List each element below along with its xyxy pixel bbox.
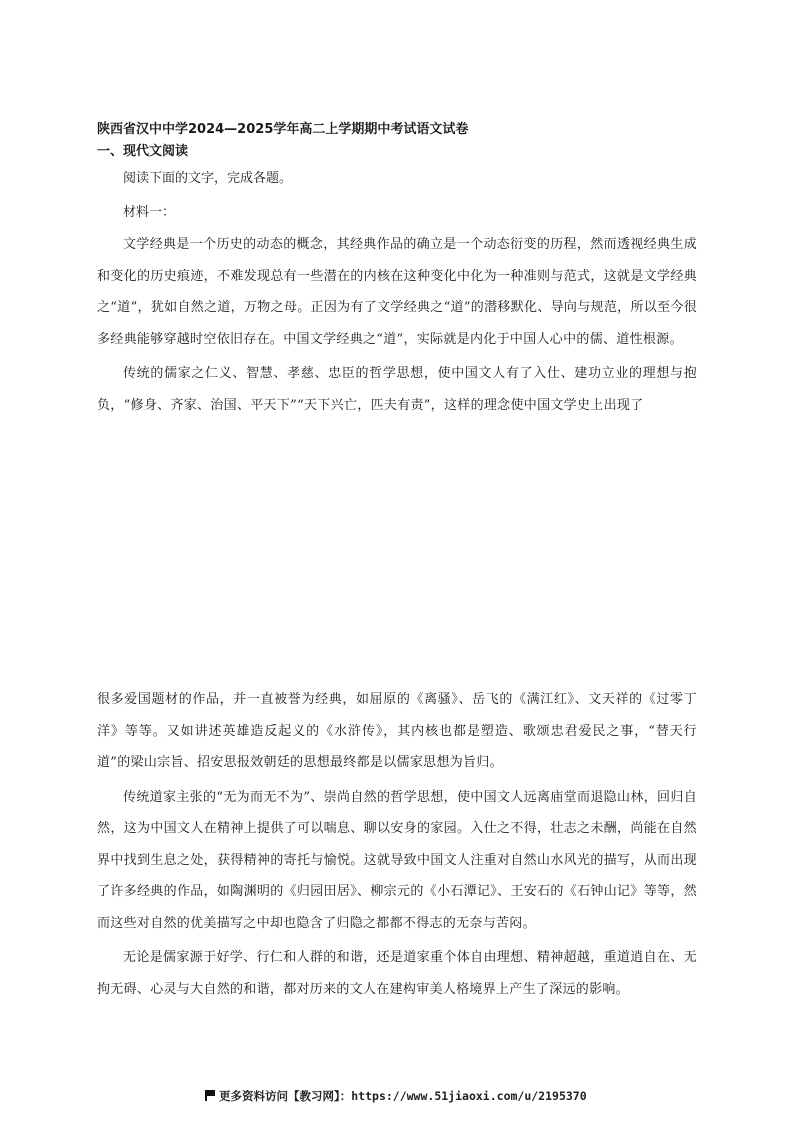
lower-text-block <box>97 684 697 1005</box>
upper-text-block <box>97 229 697 421</box>
footer-link[interactable] <box>205 1088 587 1104</box>
paragraph: 无论是儒家源于好学、行仁和人群的和谐，还是道家重个体自由理想、精神超越，重道逍自在、无拘无碍、心灵与大自然的和谐，都对历来的文人在建构审美人格境界上产生了深远的影响。 <box>97 950 697 997</box>
material-label: 材料一： <box>123 205 176 220</box>
paragraph: 传统的儒家之仁义、智慧、孝慈、忠臣的哲学思想，使中国文人有了入仕、建功立业的理想与抱负，“修身、齐家、治国、平天下”“天下兴亡，匹夫有责”，这样的理念使中国文学史上出现了 <box>97 366 697 413</box>
exam-title: 陕西省汉中中学2024—2025学年高二上学期期中考试语文试卷 <box>97 122 469 137</box>
paragraph: 文学经典是一个历史的动态的概念，其经典作品的确立是一个动态衍变的历程，然而透视经典生成和变化的历史痕迹，不难发现总有一些潜在的内核在这种变化中化为一种准则与范式，这就是文学经典之“道”，犹如自然之道，万物之母。正因为有了文学经典之“道”的潜移默化、导向与规范，所以至今很多经典能够穿越时空依旧存在。中国文学经典之“道”，实际就是内化于中国人心中的儒、道性根源。 <box>97 237 697 347</box>
paragraph: 传统道家主张的“无为而无不为”、崇尚自然的哲学思想，使中国文人远离庙堂而退隐山林，回归自然，这为中国文人在精神上提供了可以喘息、聊以安身的家园。入仕之不得，壮志之未酬，尚能在自然界中找到生息之处，获得精神的寄托与愉悦。这就导致中国文人注重对自然山水风光的描写，从而出现了许多经典的作品，如陶渊明的《归园田居》、柳宗元的《小石潭记》、王安石的《石钟山记》等等，然而这些对自然的优美描写之中却也隐含了归隐之都都不得志的无奈与苦闷。 <box>97 789 697 931</box>
footer-text: 更多资料访问【教习网】：https://www.51jiaoxi.com/u/2195370 <box>219 1089 587 1103</box>
paragraph: 很多爱国题材的作品，并一直被誉为经典，如屈原的《离骚》、岳飞的《满江红》、文天祥的《过零丁洋》等等。又如讲述英雄造反起义的《水浒传》，其内核也都是塑造、歌颂忠君爱民之事，“替天行道”的梁山宗旨、招安思报效朝廷的思想最终都是以儒家思想为旨归。 <box>97 692 697 770</box>
flag-icon <box>205 1090 215 1101</box>
section-heading: 一、现代文阅读 <box>97 144 189 159</box>
instruction-text: 阅读下面的文字，完成各题。 <box>123 171 293 186</box>
